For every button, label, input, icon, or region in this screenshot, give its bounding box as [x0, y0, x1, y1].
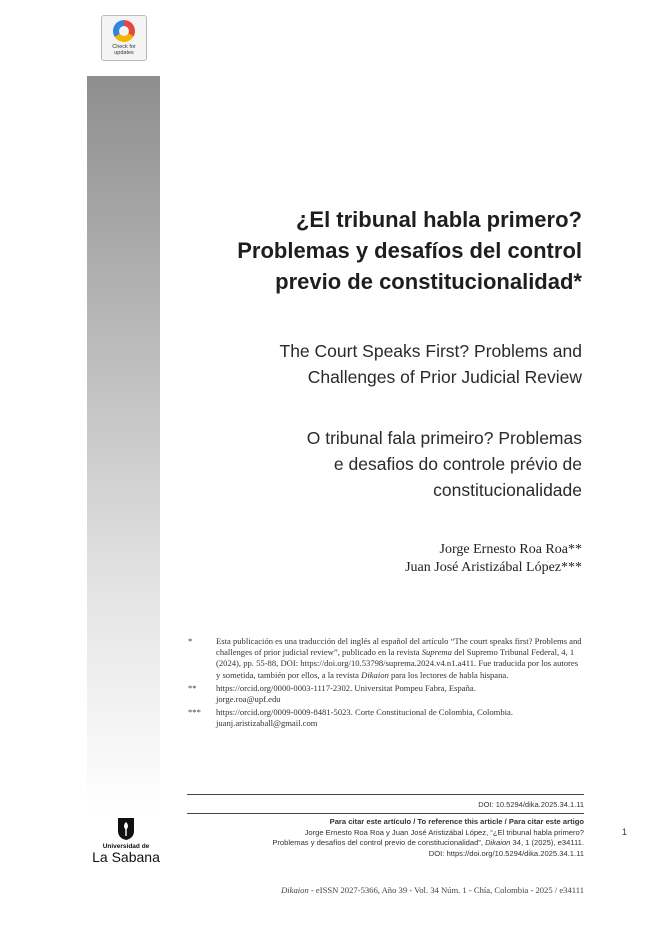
article-title-pt: O tribunal fala primeiro? Problemas e desafios do controle prévio de constitucionalidade: [306, 428, 582, 500]
divider: [187, 794, 584, 795]
email-link[interactable]: juanj.aristizaball@gmail.com: [216, 718, 318, 729]
article-title-en: The Court Speaks First? Problems and Challenges of Prior Judicial Review: [279, 341, 582, 387]
citation-block: Para citar este artículo / To reference this article / Para citar este artigo Jorge Ernesto Roa Roa y Juan José Aristizábal López, “¿El tribunal habla primero? Problemas y desafíos del control previo de constitucionalidad”, Dikaion 34, 1 (2025), e34111. DOI: https://doi.org/10.5294/dika.2025.34.1.11: [164, 817, 584, 859]
crossmark-icon: [113, 20, 135, 42]
author-1: Jorge Ernesto Roa Roa**: [439, 542, 582, 557]
footnote-3: [188, 707, 584, 729]
university-logo: Universidad de La Sabana: [85, 817, 167, 865]
footnote-mark: ***: [188, 707, 201, 718]
email-link[interactable]: jorge.roa@upf.edu: [216, 694, 281, 705]
university-crest-icon: [117, 817, 135, 841]
page-number: 1: [622, 827, 628, 837]
author-2: Juan José Aristizábal López***: [405, 560, 582, 575]
footnote-1: * Esta publicación es una traducción del inglés al español del artículo “The court speaks first? Problems and challenges of prior judicial review”, publicado en la revista Suprema del Supremo Tribunal Federal, 4, 1 (2024), pp. 55-88, DOI: https://doi.org/10.53798/suprema.2024.v4.n1.a411. Fue traducida por los autores y sometida, también por ellos, a la revista Dikaion para los lectores de habla hispana.: [188, 636, 582, 680]
doi-label[interactable]: DOI: 10.5294/dika.2025.34.1.11: [478, 800, 584, 809]
article-title-es: ¿El tribunal habla primero? Problemas y desafíos del control previo de constitucionalidad*: [237, 207, 582, 294]
check-for-updates-badge[interactable]: [101, 15, 147, 61]
orcid-link[interactable]: https://orcid.org/0000-0003-1117-2302. Universitat Pompeu Fabra, España.: [216, 682, 476, 693]
divider: [187, 813, 584, 814]
journal-footer: Dikaion - eISSN 2027-5366, Año 39 - Vol. 34 Núm. 1 - Chía, Colombia - 2025 / e34111: [281, 885, 584, 895]
footnote-2: [188, 683, 584, 705]
footnote-mark: *: [188, 636, 193, 646]
decorative-gradient-bar: [87, 76, 160, 814]
citation-heading: Para citar este artículo / To reference this article / Para citar este artigo: [329, 817, 584, 826]
footnote-mark: **: [188, 682, 197, 693]
orcid-link[interactable]: https://orcid.org/0009-0009-8481-5023. Corte Constitucional de Colombia, Colombia.: [216, 707, 514, 718]
footnotes: [188, 636, 584, 732]
citation-doi-link[interactable]: DOI: https://doi.org/10.5294/dika.2025.34.1.11: [428, 848, 584, 858]
check-for-updates-label: Check for updates: [112, 44, 136, 56]
